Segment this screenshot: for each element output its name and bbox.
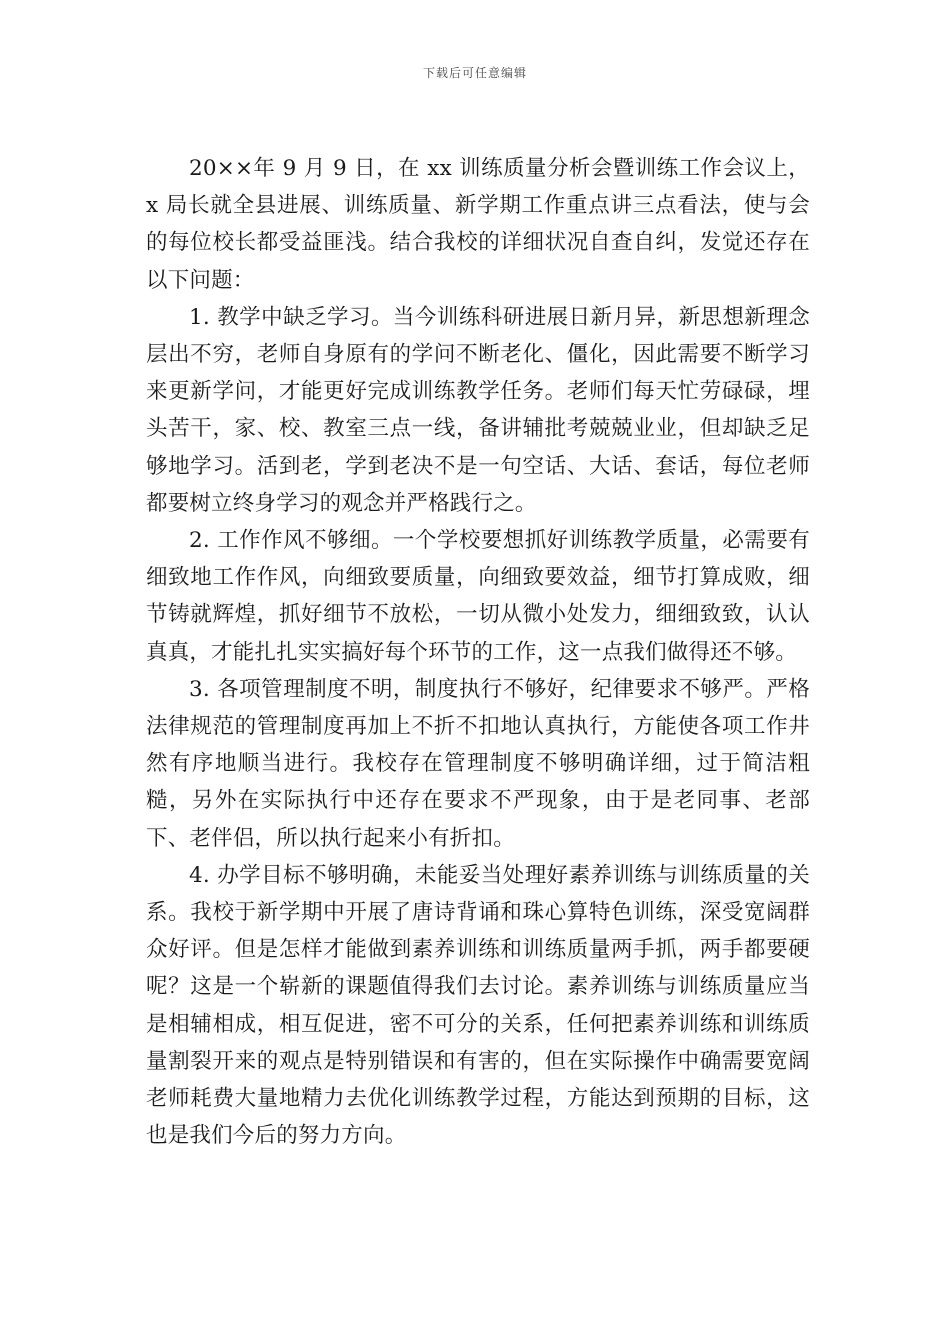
paragraph-item-1: 1. 教学中缺乏学习。当今训练科研进展日新月异，新思想新理念层出不穷，老师自身原有的学问不断老化、僵化，因此需要不断学习来更新学问，才能更好完成训练教学任务。老师们每天忙劳碌碌，埋头苦干，家、校、教室三点一线，备讲辅批考兢兢业业，但却缺乏足够地学习。活到老，学到老决不是一句空话、大话、套话，每位老师都要树立终身学习的观念并严格践行之。 — [146, 304, 810, 516]
paragraph-item-2: 2. 工作作风不够细。一个学校要想抓好训练教学质量，必需要有细致地工作作风，向细致要质量，向细致要效益，细节打算成败，细节铸就辉煌，抓好细节不放松，一切从微小处发力，细细致致，认认真真，才能扎扎实实搞好每个环节的工作，这一点我们做得还不够。 — [146, 528, 810, 665]
document-body — [146, 150, 810, 1154]
page-header-note: 下载后可任意编辑 — [422, 66, 527, 80]
paragraph-item-3: 3. 各项管理制度不明，制度执行不够好，纪律要求不够严。严格法律规范的管理制度再加上不折不扣地认真执行，方能使各项工作井然有序地顺当进行。我校存在管理制度不够明确详细，过于简洁粗糙，另外在实际执行中还存在要求不严现象，由于是老同事、老部下、老伴侣，所以执行起来小有折扣。 — [146, 676, 810, 851]
paragraph-intro: 20××年 9 月 9 日，在 xx 训练质量分析会暨训练工作会议上，x 局长就全县进展、训练质量、新学期工作重点讲三点看法，使与会的每位校长都受益匪浅。结合我校的详细状况自查自纠，发觉还存在以下问题： — [146, 156, 810, 293]
paragraph-item-4: 4. 办学目标不够明确，未能妥当处理好素养训练与训练质量的关系。我校于新学期中开展了唐诗背诵和珠心算特色训练，深受宽阔群众好评。但是怎样才能做到素养训练和训练质量两手抓，两手都要硬呢？这是一个崭新的课题值得我们去讨论。素养训练与训练质量应当是相辅相成，相互促进，密不可分的关系，任何把素养训练和训练质量割裂开来的观点是特别错误和有害的，但在实际操作中确需要宽阔老师耗费大量地精力去优化训练教学过程，方能达到预期的目标，这也是我们今后的努力方向。 — [146, 862, 810, 1149]
